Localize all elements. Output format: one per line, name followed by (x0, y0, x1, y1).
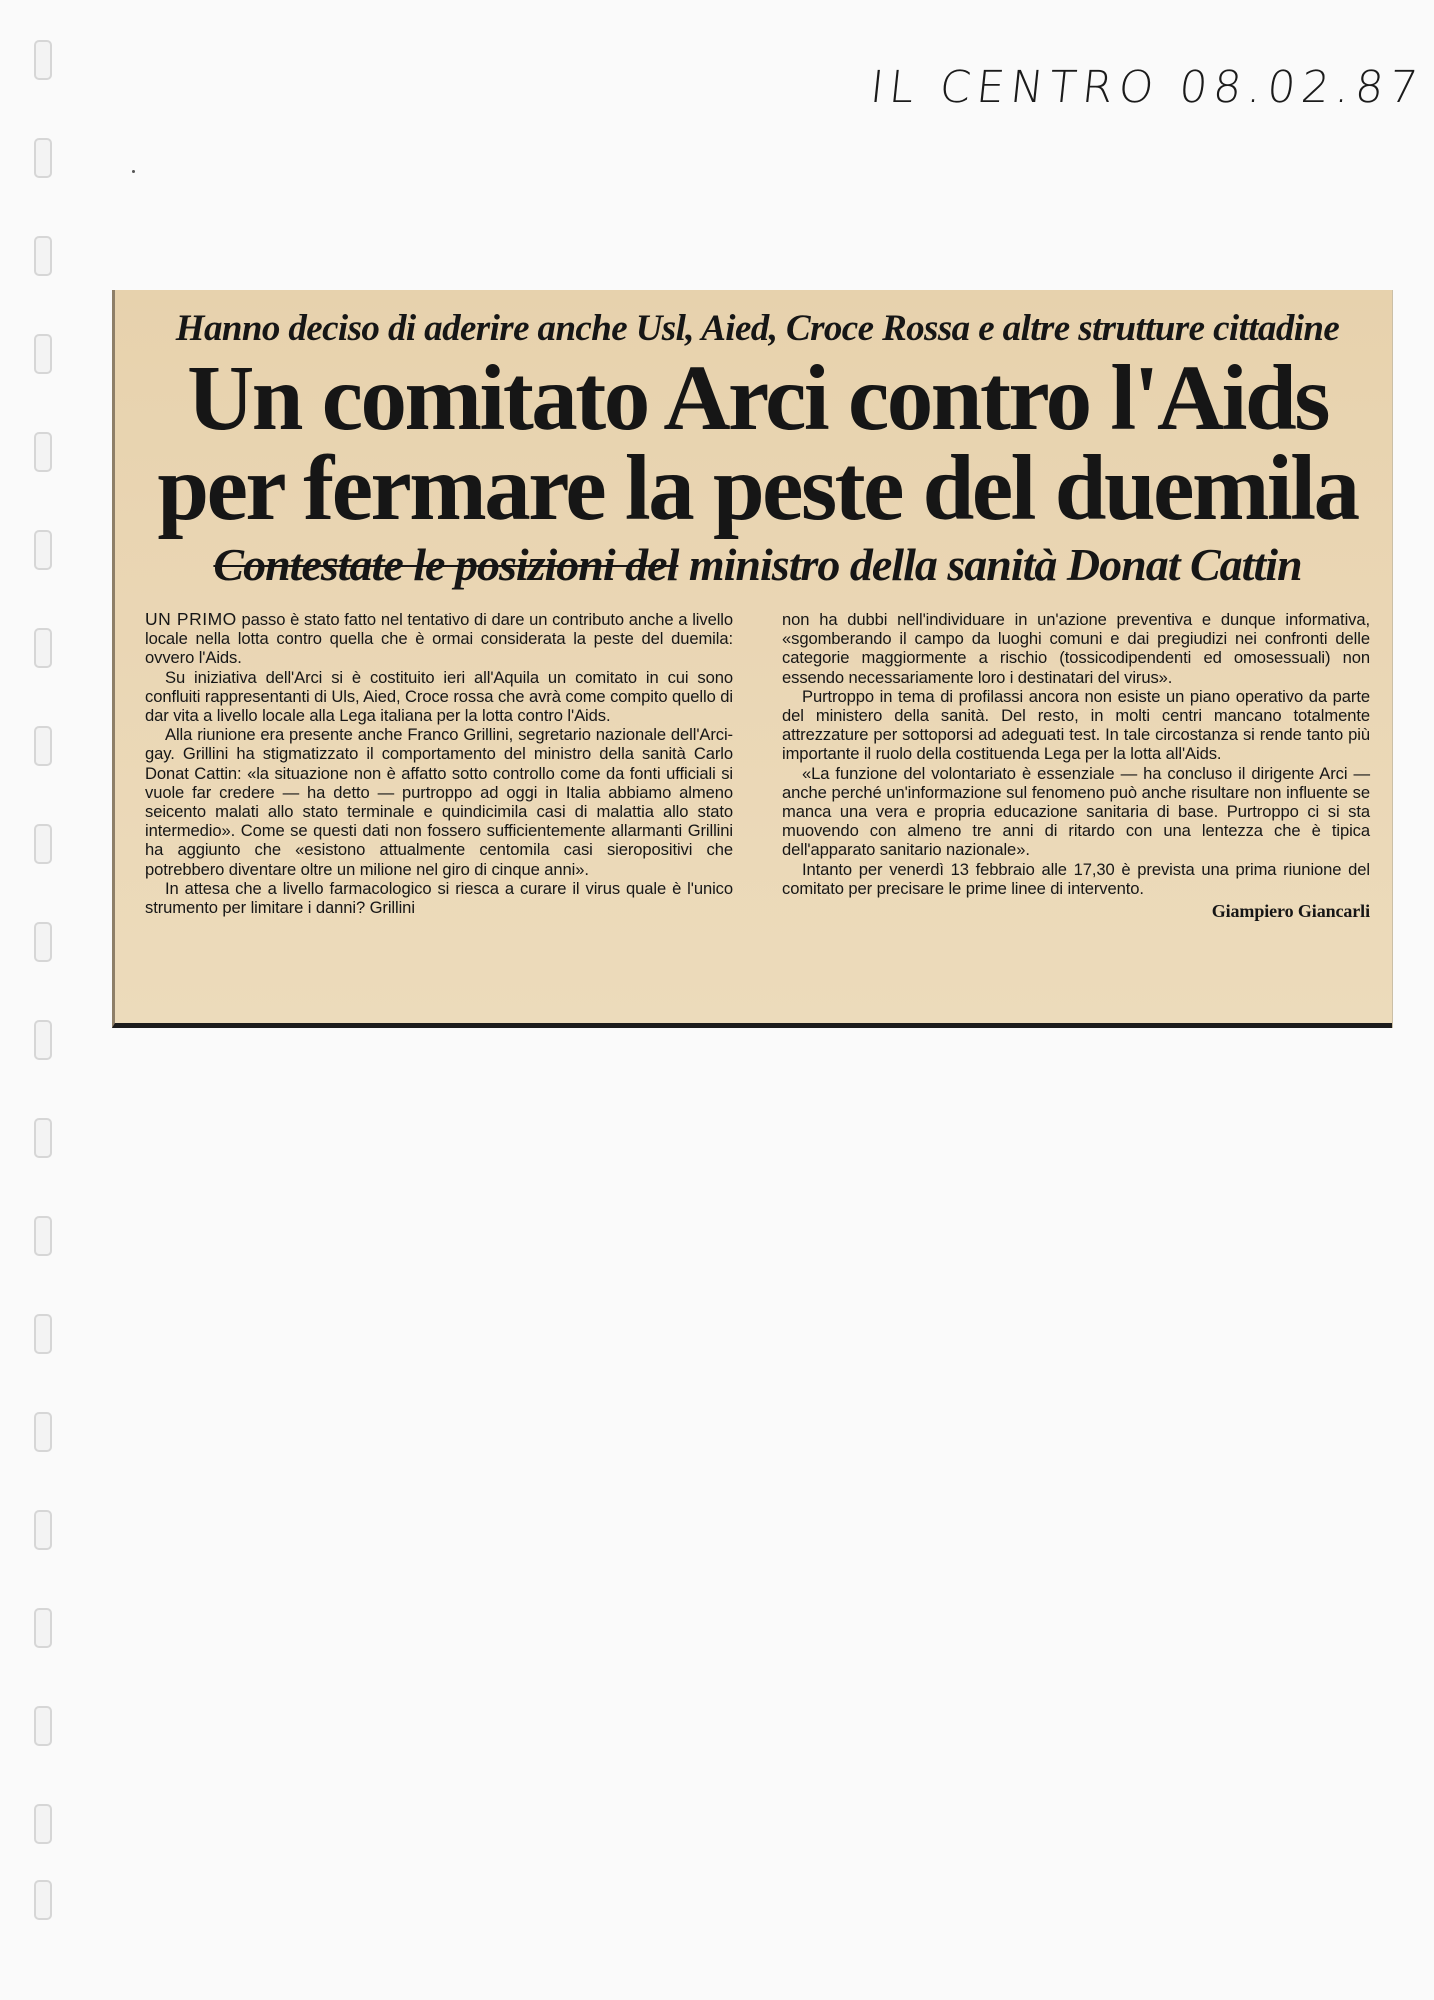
binder-hole (34, 726, 52, 766)
paragraph: Su iniziativa dell'Arci si è costituito ieri all'Aquila un comitato in cui sono confluiti rappresentanti di Uls, Aied, Croce rossa che avrà come compito quello di dar vita a livello locale alla Lega italiana per la lotta contro l'Aids. (145, 667, 733, 726)
binder-hole (34, 1314, 52, 1354)
article-kicker: Hanno deciso di aderire anche Usl, Aied, Croce Rossa e altre strutture cittadine (175, 308, 1340, 349)
article-column-2 (782, 610, 1370, 921)
binder-hole (34, 530, 52, 570)
headline-line-2: per fermare la peste del duemila (157, 437, 1358, 540)
subhead-struck-text: Contestate le posizioni del (213, 539, 679, 590)
binder-hole (34, 1412, 52, 1452)
binder-hole (34, 824, 52, 864)
headline-line-1: Un comitato Arci contro l'Aids (187, 347, 1328, 450)
binder-hole (34, 334, 52, 374)
binder-hole (34, 138, 52, 178)
subhead-text: ministro della sanità Donat Cattin (678, 539, 1302, 590)
handwritten-source-date: IL CENTRO 08.02.87 (867, 62, 1427, 113)
lead-word: UN PRIMO (145, 609, 237, 629)
binder-hole (34, 1608, 52, 1648)
paragraph: In attesa che a livello farmacologico si riesca a curare il virus quale è l'unico strumento per limitare i danni? Grillini (145, 878, 733, 918)
binder-hole (34, 1216, 52, 1256)
binder-hole (34, 628, 52, 668)
paragraph (145, 610, 733, 668)
binder-holes (26, 40, 66, 1940)
paragraph: «La funzione del volontariato è essenziale — ha concluso il dirigente Arci — anche perché un'informazione sul fenomeno può anche risultare non influente se manca una vera e propria educazione sanitaria di base. Purtroppo ci si sta muovendo con almeno tre anni di ritardo con una lentezza che è tipica dell'apparato sanitario nazionale». (782, 763, 1370, 860)
article-column-1 (145, 610, 733, 921)
article-body (145, 610, 1370, 921)
binder-hole (34, 922, 52, 962)
binder-hole (34, 40, 52, 80)
article-byline: Giampiero Giancarli (1211, 901, 1370, 922)
paragraph: Alla riunione era presente anche Franco Grillini, segretario nazionale dell'Arci-gay. Grillini ha stigmatizzato il comportamento del ministro della sanità Carlo Donat Cattin: «la situazione non è affatto sotto controllo come da fonti ufficiali si vuole far credere — ha detto — purtroppo ad oggi in Italia abbiamo almeno seicento malati allo stato terminale e quindicimila casi di malattia allo stato intermedio». Come se questi dati non fossero sufficientemente allarmanti Grillini ha aggiunto che «esistono attualmente centomila casi sieropositivi che potrebbero diventare oltre un milione nel giro di cinque anni». (145, 725, 733, 879)
newspaper-clipping (112, 290, 1392, 1028)
paragraph-text: passo è stato fatto nel tentativo di dare un contributo anche a livello locale nella lotta contro quella che è ormai considerata la peste del duemila: ovvero l'Aids. (145, 610, 733, 668)
paragraph: non ha dubbi nell'individuare in un'azione preventiva e dunque informativa, «sgomberando il campo da luoghi comuni e dai pregiudizi nei confronti delle categorie maggiormente a rischio (tossicodipendenti ed omosessuali) non essendo necessariamente loro i destinatari del virus». (782, 610, 1370, 687)
ink-speck (132, 170, 135, 173)
paragraph: Purtroppo in tema di profilassi ancora non esiste un piano operativo da parte del ministero della sanità. Del resto, in molti centri mancano totalmente attrezzature per sottoporsi ad adeguati test. In tale circostanza si rende tanto più importante il ruolo della costituenda Lega per la lotta all'Aids. (782, 686, 1370, 764)
binder-hole (34, 1510, 52, 1550)
binder-hole (34, 432, 52, 472)
binder-hole (34, 1118, 52, 1158)
binder-hole (34, 1706, 52, 1746)
binder-hole (34, 1020, 52, 1060)
paragraph: Intanto per venerdì 13 febbraio alle 17,30 è prevista una prima riunione del comitato per precisare le prime linee di intervento. (782, 859, 1370, 898)
binder-hole (34, 236, 52, 276)
binder-hole (34, 1804, 52, 1844)
article-subhead (145, 538, 1370, 592)
binder-hole (34, 1880, 52, 1920)
